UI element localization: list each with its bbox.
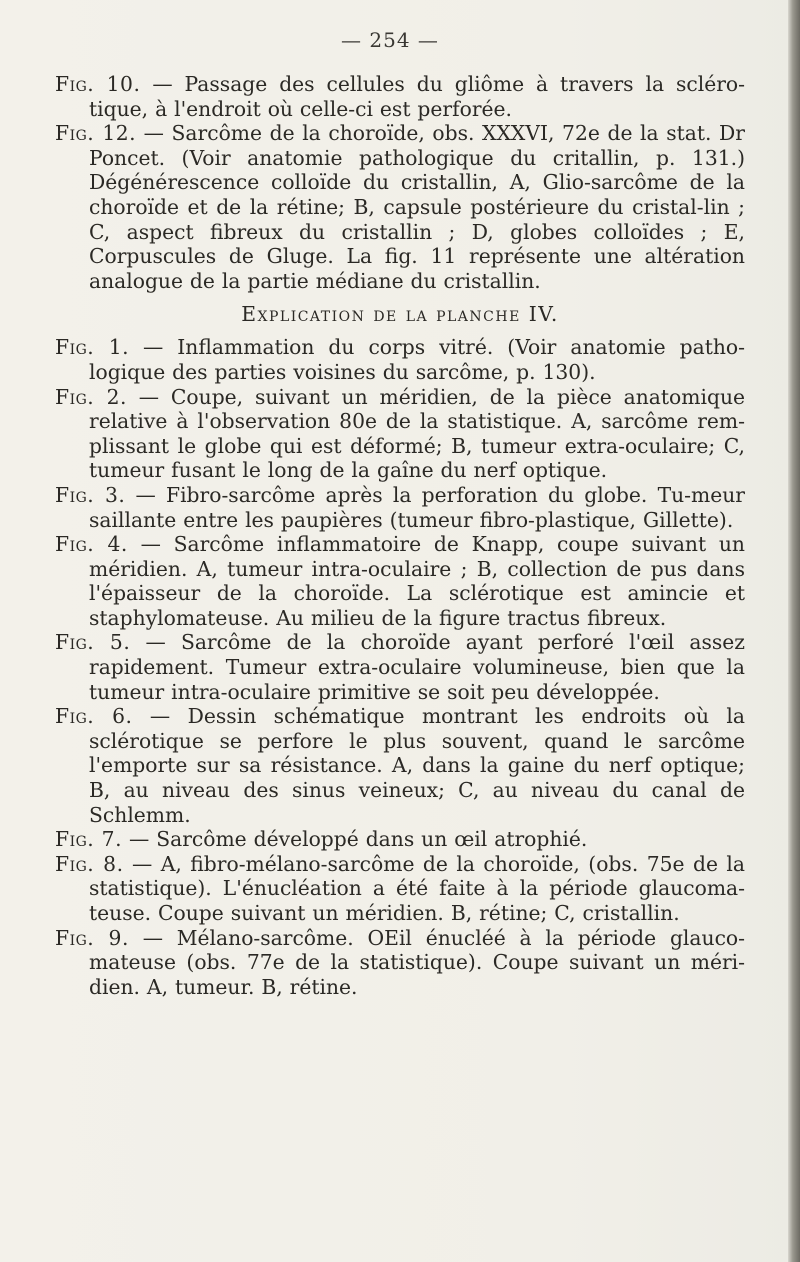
figure-entry-6 [55,704,745,827]
figure-description: — Sarcôme de la choroïde ayant perforé l'œil assez rapidement. Tumeur extra-oculaire volumineuse, bien que la tumeur intra-oculaire primitive se soit peu développée. [89,630,745,704]
figure-label: Fig. 4. [55,532,128,557]
figure-description: — Coupe, suivant un méridien, de la pièce anatomique relative à l'observation 80e de la statistique. A, sarcôme rem-plissant le globe qui est déformé; B, tumeur extra-oculaire; C, tumeur fusant le long de la gaîne du nerf optique. [89,384,746,483]
figure-entry-1 [55,335,745,384]
figure-description: — Passage des cellules du gliôme à travers la scléro-tique, à l'endroit où celle-ci est perforée. [89,72,745,121]
figure-entry-12 [55,121,745,293]
figure-label: Fig. 6. [55,704,133,729]
page-body [55,72,745,999]
figure-label: Fig. 3. [55,482,126,507]
figure-entry-8 [55,852,745,926]
figure-entry-5 [55,630,745,704]
figure-description: — Fibro-sarcôme après la perforation du globe. Tu-meur saillante entre les paupières (tumeur fibro-plastique, Gillette). [89,482,746,532]
figure-entry-2 [55,385,745,483]
figure-label: Fig. 12. [55,121,137,146]
figure-description: — Dessin schématique montrant les endroits où la sclérotique se perfore le plus souvent, quand le sarcôme l'emporte sur sa résistance. A, dans la gaine du nerf optique; B, au niveau des sinus veineux; C, au niveau du canal de Schlemm. [89,704,746,827]
figure-label: Fig. 2. [55,384,127,409]
figure-label: Fig. 7. [55,827,123,852]
figure-entry-10 [55,72,745,121]
page-number: — 254 — [341,28,439,52]
figure-entry-4 [55,532,745,630]
figure-entry-7 [55,827,745,852]
figure-label: Fig. 5. [55,630,131,655]
figure-label: Fig. 9. [55,925,129,950]
figure-entry-9 [55,926,745,1000]
figure-description: — Sarcôme inflammatoire de Knapp, coupe suivant un méridien. A, tumeur intra-oculaire ; B, collection de pus dans l'épaisseur de la choroïde. La sclérotique est amincie et staphylomateuse. Au milieu de la figure tractus fibreux. [89,532,745,630]
figure-description: — Sarcôme développé dans un œil atrophié. [122,827,588,852]
figure-description: — A, fibro-mélano-sarcôme de la choroïde, (obs. 75e de la statistique). L'énucléation a été faite à la période glaucoma-teuse. Coupe suivant un méridien. B, rétine; C, cristallin. [89,851,746,925]
figure-label: Fig. 10. [55,72,141,96]
figure-description: — Sarcôme de la choroïde, obs. XXXVI, 72e de la stat. Dr Poncet. (Voir anatomie pathologique du critallin, p. 131.) Dégénérescence colloïde du cristallin, A, Glio-sarcôme de la choroïde et de la rétine; B, capsule postérieure du cristal-lin ; C, aspect fibreux du cristallin ; D, globes colloïdes ; E, Corpuscules de Gluge. La fig. 11 représente une altération analogue de la partie médiane du cristallin. [89,121,745,293]
figure-description: — Inflammation du corps vitré. (Voir anatomie patho-logique des parties voisines du sarcôme, p. 130). [89,335,745,384]
figure-label: Fig. 8. [55,851,124,876]
figure-description: — Mélano-sarcôme. OEil énucléé à la période glauco-mateuse (obs. 77e de la statistique). Coupe suivant un méri-dien. A, tumeur. B, rétine. [89,925,745,999]
page-binding-edge [788,0,800,1262]
figure-label: Fig. 1. [55,335,130,360]
figure-entry-3 [55,483,745,532]
plate-heading: Explication de la planche IV. [241,302,559,327]
